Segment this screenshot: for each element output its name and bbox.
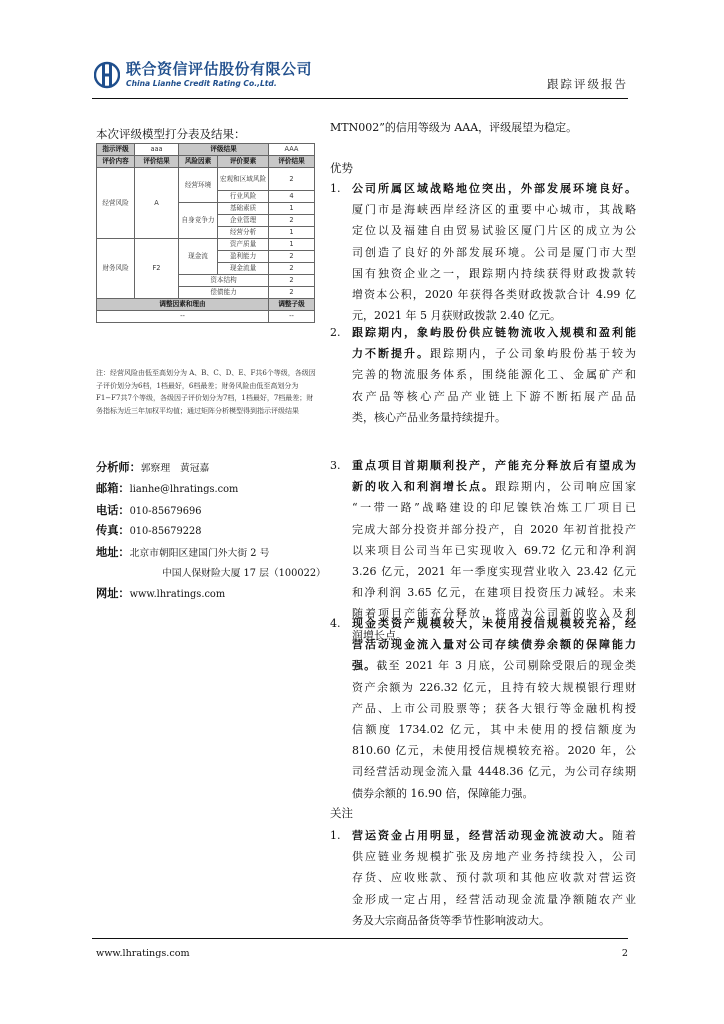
line-text: 供应链业务规模扩张及房地产业务持续投入，公司 xyxy=(352,850,636,864)
table-cell: 1 xyxy=(269,227,315,239)
table-cell: 自身竞争力 xyxy=(179,203,218,239)
paragraph-line xyxy=(352,284,636,305)
line-text: 司创造了良好的外部发展环境。公司是厦门市大型 xyxy=(352,245,636,259)
table-cell: 经营风险 xyxy=(97,168,135,239)
paragraph-line xyxy=(352,613,636,634)
bold-lead: 强。 xyxy=(352,659,377,673)
email-row xyxy=(96,480,238,496)
analyst-row xyxy=(96,459,209,475)
paragraph-line xyxy=(352,910,636,931)
result-label: 评级结果 xyxy=(179,144,269,156)
bold-lead: 重点项目首期顺利投产，产能充分释放后有望成为 xyxy=(352,459,636,472)
column-header: 评价要素 xyxy=(218,156,269,168)
table-row xyxy=(97,239,315,251)
bold-lead: 营运资金占用明显，经营活动现金流波动大。 xyxy=(352,829,612,842)
table-cell: 1 xyxy=(269,239,315,251)
line-text: 债券余额的 16.90 倍，保障能力强。 xyxy=(352,786,534,800)
table-cell: 现金流量 xyxy=(218,263,269,275)
adjust-level-header: 调整子级 xyxy=(269,299,315,311)
table-cell: 现金流 xyxy=(179,239,218,275)
fax-row xyxy=(96,522,201,538)
line-text: 元，2021 年 5 月获财政拨款 2.40 亿元。 xyxy=(352,309,561,323)
table-header-row xyxy=(97,156,315,168)
website-row xyxy=(96,585,225,601)
email-value[interactable]: lianhe@lhratings.com xyxy=(129,484,239,495)
phone-label: 电话： xyxy=(96,504,130,517)
table-cell: 2 xyxy=(269,263,315,275)
line-text: 和净利润 3.65 亿元，在建项目投资压力减轻。未来 xyxy=(352,586,636,600)
address-row xyxy=(96,544,269,560)
paragraph-line xyxy=(352,889,636,910)
indicator-value: aaa xyxy=(135,144,179,156)
intro-line: MTN002”的信用等级为 AAA，评级展望为稳定。 xyxy=(330,121,578,134)
paragraph-line xyxy=(352,322,636,343)
line-text: 完成大部分投资并部分投产，自 2020 年初首批投产 xyxy=(352,522,636,536)
line-text: 司经营活动现金流入量 4448.36 亿元，为公司存续期 xyxy=(352,765,636,779)
company-logo-icon xyxy=(94,60,120,90)
line-text: 3.26 亿元，2021 年一季度实现营业收入 23.42 亿元 xyxy=(352,565,636,579)
line-text: 存货、应收账款、预付款项和其他应收款对营运资 xyxy=(352,871,636,885)
paragraph-line xyxy=(352,386,636,407)
paragraph-line xyxy=(352,364,636,385)
paragraph-line xyxy=(352,178,636,199)
table-cell: F2 xyxy=(135,239,179,299)
table-cell: 经营环境 xyxy=(179,168,218,203)
paragraph-line xyxy=(352,783,636,804)
table-cell: 资产质量 xyxy=(218,239,269,251)
table-cell: 2 xyxy=(269,275,315,287)
strength-number: 4. xyxy=(330,617,341,630)
header-divider xyxy=(92,98,628,99)
analyst-names: 郭察理 黄冠嘉 xyxy=(140,463,210,474)
table-cell: 2 xyxy=(269,287,315,299)
address-line-1: 北京市朝阳区建国门外大街 2 号 xyxy=(129,548,270,559)
table-cell: 2 xyxy=(269,168,315,191)
bold-lead: 新的收入和利润增长点。 xyxy=(352,480,495,494)
table-cell: 企业管理 xyxy=(218,215,269,227)
indicator-label: 指示评级 xyxy=(97,144,135,156)
address-line-2: 中国人保财险大厦 17 层（100022） xyxy=(162,568,326,579)
paragraph-line xyxy=(352,220,636,241)
column-header: 评价内容 xyxy=(97,156,135,168)
table-cell: 4 xyxy=(269,191,315,203)
paragraph-line xyxy=(352,825,636,846)
line-text: 信额度 1734.02 亿元，其中未使用的授信额度为 xyxy=(352,723,636,737)
line-text: 资产余额为 226.32 亿元，且持有较大规模银行理财 xyxy=(352,680,636,694)
paragraph-line xyxy=(352,199,636,220)
table-row xyxy=(97,168,315,191)
analyst-label: 分析师： xyxy=(96,461,141,474)
table-row xyxy=(97,144,315,156)
paragraph-line xyxy=(352,455,636,476)
table-row xyxy=(97,311,315,323)
table-cell: 经营分析 xyxy=(218,227,269,239)
table-cell: 财务风险 xyxy=(97,239,135,299)
footer-url[interactable]: www.lhratings.com xyxy=(96,948,190,959)
website-value[interactable]: www.lhratings.com xyxy=(129,589,226,600)
address-label: 地址： xyxy=(96,546,130,559)
company-name-en: China Lianhe Credit Rating Co.,Ltd. xyxy=(126,79,277,88)
bold-lead: 公司所属区域战略地位突出，外部发展环境良好。 xyxy=(352,182,636,195)
table-note: 注：经营风险由低至高划分为 A、B、C、D、E、F共6个等级，各级因子评价划分为6档，1档最好，6档最差；财务风险由低至高划分为F1−F7共7个等级，各级因子评价划分为7档，1档最好，7档最差；财务指标为近三年加权平均值；通过矩阵分析模型得到指示评级结果 xyxy=(96,369,316,415)
bold-lead: 现金类资产规模较大，未使用授信规模较充裕，经 xyxy=(352,617,636,630)
strength-item xyxy=(352,322,636,428)
report-type: 跟踪评级报告 xyxy=(547,77,628,91)
line-text: 跟踪期内，子公司象屿股份基于较为 xyxy=(430,347,636,361)
paragraph-line xyxy=(352,519,636,540)
bold-lead: 营活动现金流入量对公司存续债券余额的保障能力 xyxy=(352,638,636,652)
paragraph-line xyxy=(352,263,636,284)
paragraph-line xyxy=(352,540,636,561)
paragraph-line xyxy=(352,497,636,518)
table-cell: 资本结构 xyxy=(179,275,269,287)
fax-value: 010-85679228 xyxy=(129,526,202,537)
paragraph-line xyxy=(352,719,636,740)
paragraph-line xyxy=(352,561,636,582)
paragraph-line xyxy=(352,582,636,603)
column-header: 评价结果 xyxy=(135,156,179,168)
line-text: 跟踪期内，公司响应国家 xyxy=(495,480,636,494)
paragraph-line xyxy=(352,677,636,698)
table-cell: 基础素质 xyxy=(218,203,269,215)
rating-score-table xyxy=(96,143,315,323)
line-text: 润增长点。 xyxy=(352,628,407,642)
paragraph-line xyxy=(352,634,636,655)
table-cell: 2 xyxy=(269,251,315,263)
page-number: 2 xyxy=(621,948,628,959)
line-text: “一带一路”战略建设的印尼镍铁冶炼工厂项目已 xyxy=(352,501,636,515)
line-text: 定位以及福建自由贸易试验区厦门片区的成立为公 xyxy=(352,224,636,238)
column-header: 评价结果 xyxy=(269,156,315,168)
paragraph-line xyxy=(352,476,636,497)
paragraph-line xyxy=(352,655,636,676)
line-text: 截至 2021 年 3 月底，公司剔除受限后的现金类 xyxy=(376,659,637,673)
bold-lead: 跟踪期内，象屿股份供应链物流收入规模和盈利能 xyxy=(352,326,636,339)
line-text: 农产品等核心产品产业链上下游不断拓展产品品 xyxy=(352,389,636,403)
line-text: 类，核心产品业务量持续提升。 xyxy=(352,410,506,424)
paragraph-line xyxy=(352,867,636,888)
line-text: 务及大宗商品备货等季节性影响波动大。 xyxy=(352,913,550,927)
strength-item xyxy=(352,613,636,804)
column-header: 风险因素 xyxy=(179,156,218,168)
line-text: 国有独资企业之一，跟踪期内持续获得财政拨款转 xyxy=(352,266,636,280)
line-text: 随着项目产能充分释放，将成为公司新的收入及利 xyxy=(352,607,636,621)
paragraph-line xyxy=(352,761,636,782)
line-text: 以来项目公司当年已实现收入 69.72 亿元和净利润 xyxy=(352,543,636,557)
table-cell: 盈利能力 xyxy=(218,251,269,263)
line-text: 810.60 亿元，未使用授信规模较充裕。2020 年，公 xyxy=(352,744,636,758)
strength-item xyxy=(352,178,636,326)
strength-number: 2. xyxy=(330,326,341,339)
paragraph-line xyxy=(352,343,636,364)
table-cell: 2 xyxy=(269,215,315,227)
table-cell: A xyxy=(135,168,179,239)
paragraph-line xyxy=(352,846,636,867)
concerns-heading: 关注 xyxy=(330,806,353,820)
line-text: 完善的物流服务体系，围绕能源化工、金属矿产和 xyxy=(352,368,636,382)
paragraph-line xyxy=(352,698,636,719)
paragraph-line xyxy=(352,740,636,761)
adjust-reason: -- xyxy=(97,311,269,323)
line-text: 增资本公积，2020 年获得各类财政拨款合计 4.99 亿 xyxy=(352,288,636,302)
result-value: AAA xyxy=(269,144,315,156)
phone-value: 010-85679696 xyxy=(129,506,202,517)
website-label: 网址： xyxy=(96,587,130,600)
adjust-level: -- xyxy=(269,311,315,323)
paragraph-line xyxy=(352,242,636,263)
table-cell: 1 xyxy=(269,203,315,215)
paragraph-line xyxy=(352,407,636,428)
email-label: 邮箱： xyxy=(96,482,130,495)
line-text: 金形成一定占用，经营活动现金流量净额随农产业 xyxy=(352,892,636,906)
strength-number: 3. xyxy=(330,459,341,472)
strengths-heading: 优势 xyxy=(330,161,353,175)
score-table-title: 本次评级模型打分表及结果： xyxy=(96,127,246,141)
fax-label: 传真： xyxy=(96,524,130,537)
table-cell: 宏观和区域风险 xyxy=(218,168,269,191)
line-text: 随着 xyxy=(612,829,636,842)
table-cell: 偿债能力 xyxy=(179,287,269,299)
company-name-cn: 联合资信评估股份有限公司 xyxy=(126,60,313,78)
phone-row xyxy=(96,502,201,518)
line-text: 产品、上市公司股票等；获各大银行等金融机构授 xyxy=(352,701,636,715)
table-row xyxy=(97,299,315,311)
concern-number: 1. xyxy=(330,829,341,842)
concern-item xyxy=(352,825,636,931)
table-cell: 行业风险 xyxy=(218,191,269,203)
adjust-header: 调整因素和理由 xyxy=(97,299,269,311)
strength-number: 1. xyxy=(330,182,341,195)
line-text: 厦门市是海峡西岸经济区的重要中心城市，其战略 xyxy=(352,203,636,217)
footer-divider xyxy=(92,938,628,939)
bold-lead: 力不断提升。 xyxy=(352,347,430,361)
